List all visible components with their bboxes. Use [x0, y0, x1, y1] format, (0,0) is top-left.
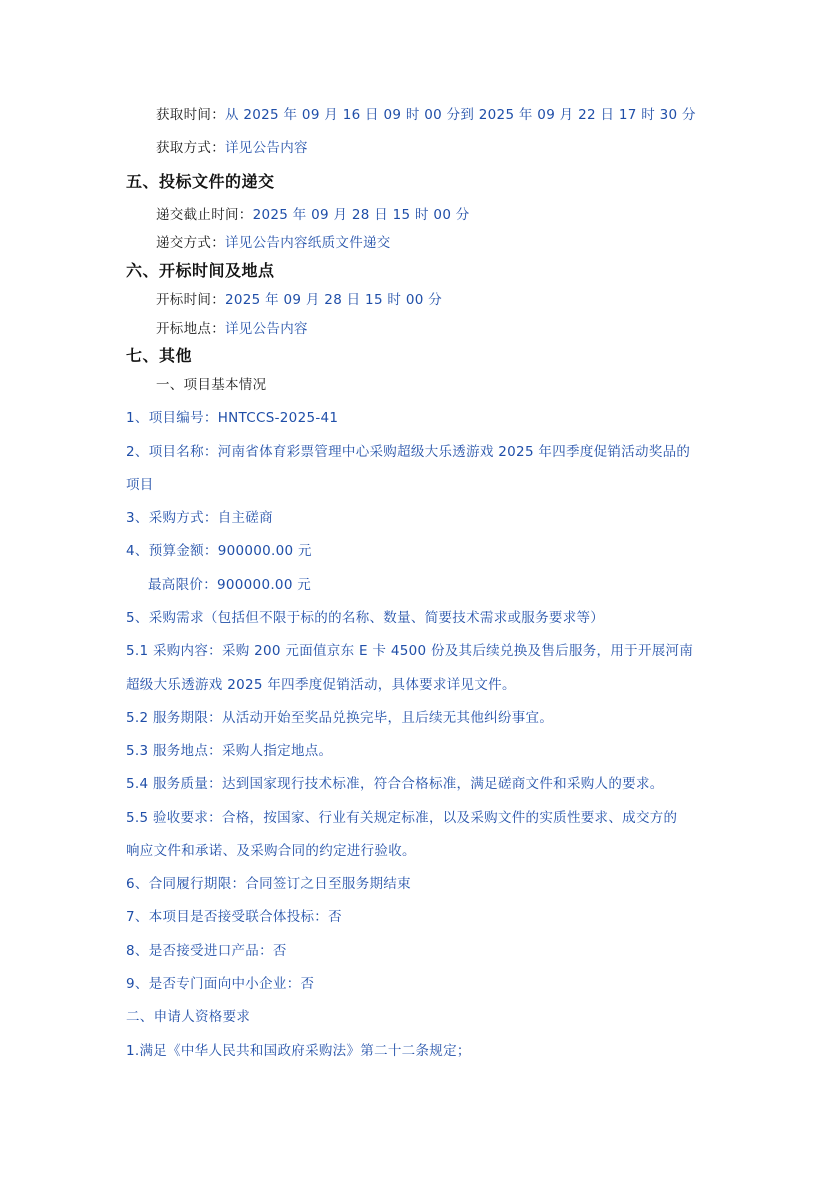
item-5-2: 5.2 服务期限：从活动开始至奖品兑换完毕，且后续无其他纠纷事宜。: [126, 710, 554, 726]
deadline-line: [156, 205, 470, 225]
subsection-basic-info: 一、项目基本情况: [156, 377, 267, 393]
subsection-qualification: 二、申请人资格要求: [126, 1009, 251, 1025]
submit-method-label: 递交方式：: [156, 235, 225, 251]
get-time-label: 获取时间：: [156, 107, 225, 123]
get-method-line: [156, 138, 308, 158]
item-6: 6、合同履行期限：合同签订之日至服务期结束: [126, 876, 411, 892]
item-7: 7、本项目是否接受联合体投标：否: [126, 909, 342, 925]
item-3: 3、采购方式：自主磋商: [126, 510, 273, 526]
item-5: 5、采购需求（包括但不限于标的的名称、数量、简要技术需求或服务要求等）: [126, 610, 605, 626]
item-5-4: 5.4 服务质量：达到国家现行技术标准，符合合格标准，满足磋商文件和采购人的要求。: [126, 776, 664, 792]
get-method-value: 详见公告内容: [225, 140, 308, 156]
deadline-label: 递交截止时间：: [156, 207, 253, 223]
open-place-label: 开标地点：: [156, 321, 225, 337]
item-4: 4、预算金额：900000.00 元: [126, 543, 312, 559]
qualification-1: 1.满足《中华人民共和国政府采购法》第二十二条规定；: [126, 1043, 471, 1059]
section-7-heading: 七、其他: [126, 346, 193, 365]
deadline-value: 2025 年 09 月 28 日 15 时 00 分: [252, 207, 470, 223]
open-place-line: [156, 319, 308, 339]
open-time-label: 开标时间：: [156, 292, 225, 308]
item-5-5: 5.5 验收要求：合格，按国家、行业有关规定标准，以及采购文件的实质性要求、成交方的: [126, 810, 678, 826]
submit-method-line: [156, 233, 391, 253]
item-5-3: 5.3 服务地点：采购人指定地点。: [126, 743, 333, 759]
item-4-max-price: 最高限价：900000.00 元: [148, 577, 312, 593]
item-2: 2、项目名称：河南省体育彩票管理中心采购超级大乐透游戏 2025 年四季度促销活动奖品的: [126, 444, 691, 460]
item-5-1-cont: 超级大乐透游戏 2025 年四季度促销活动，具体要求详见文件。: [126, 677, 516, 693]
submit-method-value: 详见公告内容纸质文件递交: [225, 235, 391, 251]
item-5-1: 5.1 采购内容：采购 200 元面值京东 E 卡 4500 份及其后续兑换及售后服务，用于开展河南: [126, 643, 694, 659]
open-place-value: 详见公告内容: [225, 321, 308, 337]
section-5-heading: 五、投标文件的递交: [126, 172, 275, 191]
item-1: 1、项目编号：HNTCCS-2025-41: [126, 410, 339, 426]
item-5-5-cont: 响应文件和承诺、及采购合同的约定进行验收。: [126, 843, 416, 859]
item-8: 8、是否接受进口产品：否: [126, 943, 287, 959]
item-2-cont: 项目: [126, 477, 154, 493]
section-6-heading: 六、开标时间及地点: [126, 261, 275, 280]
open-time-line: [156, 290, 442, 310]
get-method-label: 获取方式：: [156, 140, 225, 156]
get-time-line: [156, 105, 696, 125]
open-time-value: 2025 年 09 月 28 日 15 时 00 分: [225, 292, 442, 308]
item-9: 9、是否专门面向中小企业：否: [126, 976, 315, 992]
get-time-value: 从 2025 年 09 月 16 日 09 时 00 分到 2025 年 09 月 22 日 17 时 30 分: [225, 107, 696, 123]
